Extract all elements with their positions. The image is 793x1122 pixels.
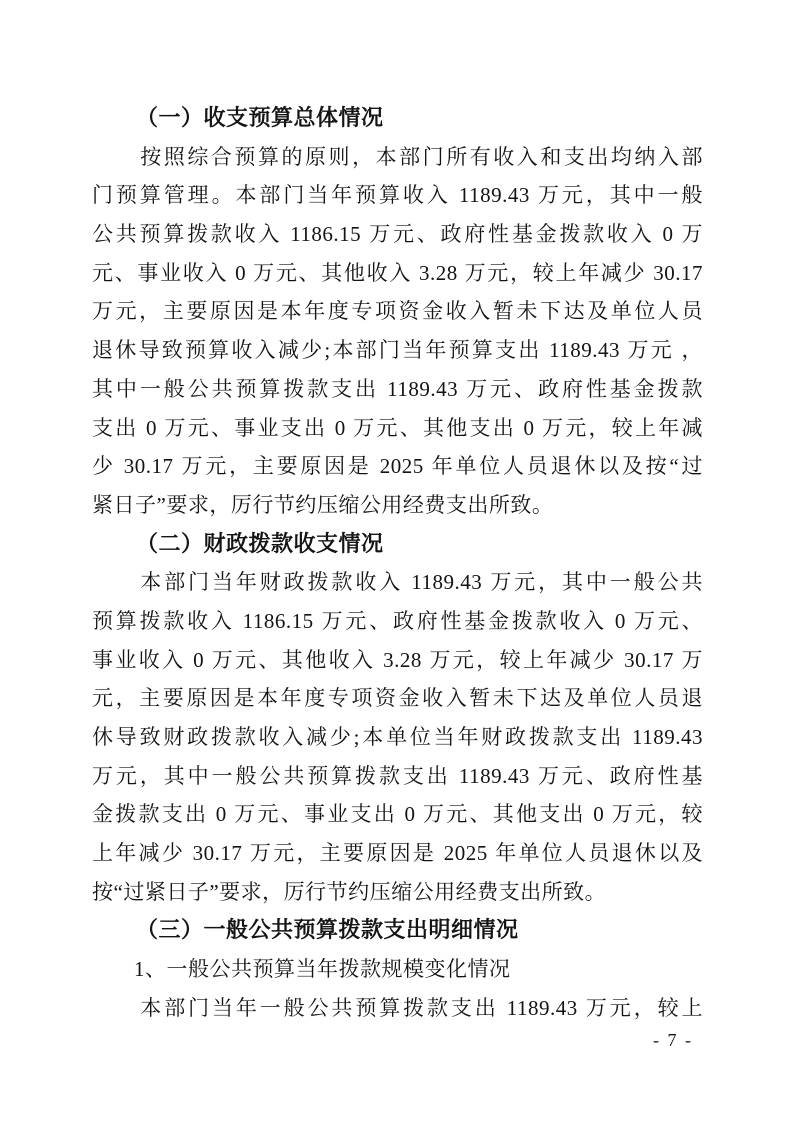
- sub-heading: 1、一般公共预算当年拨款规模变化情况: [134, 957, 511, 982]
- text-line: 紧日子”要求，厉行节约压缩公用经费支出所致。: [92, 492, 554, 517]
- text-line: 事业收入 0 万元、其他收入 3.28 万元，较上年减少 30.17 万: [92, 647, 703, 672]
- page-number: - 7 -: [653, 1030, 693, 1050]
- text-line: 预算拨款收入 1186.15 万元、政府性基金拨款收入 0 万元、: [92, 608, 703, 633]
- text-line: 支出 0 万元、事业支出 0 万元、其他支出 0 万元，较上年减: [92, 415, 703, 440]
- text-line: 本部门当年一般公共预算拨款支出 1189.43 万元，较上: [140, 995, 703, 1020]
- text-line: 按照综合预算的原则，本部门所有收入和支出均纳入部: [140, 144, 703, 169]
- text-line: 万元，主要原因是本年度专项资金收入暂未下达及单位人员: [92, 299, 703, 324]
- text-line: 金拨款支出 0 万元、事业支出 0 万元、其他支出 0 万元，较: [92, 802, 703, 827]
- section-heading: （二）财政拨款收支情况: [136, 530, 384, 556]
- text-line: 其中一般公共预算拨款支出 1189.43 万元、政府性基金拨款: [92, 376, 703, 401]
- section-heading: （一）收支预算总体情况: [136, 105, 384, 130]
- document-body: [92, 99, 703, 1028]
- text-line: 上年减少 30.17 万元，主要原因是 2025 年单位人员退休以及: [92, 841, 703, 866]
- text-line: 按“过紧日子”要求，厉行节约压缩公用经费支出所致。: [92, 879, 607, 904]
- text-line: 本部门当年财政拨款收入 1189.43 万元，其中一般公共: [140, 570, 703, 595]
- text-line: 元、事业收入 0 万元、其他收入 3.28 万元，较上年减少 30.17: [92, 260, 703, 285]
- text-line: 公共预算拨款收入 1186.15 万元、政府性基金拨款收入 0 万: [92, 222, 703, 247]
- section-heading: （三）一般公共预算拨款支出明细情况: [136, 917, 519, 943]
- text-line: 退休导致预算收入减少;本部门当年预算支出 1189.43 万元 ，: [92, 338, 703, 363]
- text-line: 门预算管理。本部门当年预算收入 1189.43 万元，其中一般: [92, 183, 703, 208]
- text-line: 元，主要原因是本年度专项资金收入暂未下达及单位人员退: [92, 686, 703, 711]
- text-line: 少 30.17 万元，主要原因是 2025 年单位人员退休以及按“过: [92, 454, 703, 479]
- text-line: 休导致财政拨款收入减少;本单位当年财政拨款支出 1189.43: [92, 725, 703, 749]
- text-line: 万元，其中一般公共预算拨款支出 1189.43 万元、政府性基: [92, 763, 703, 788]
